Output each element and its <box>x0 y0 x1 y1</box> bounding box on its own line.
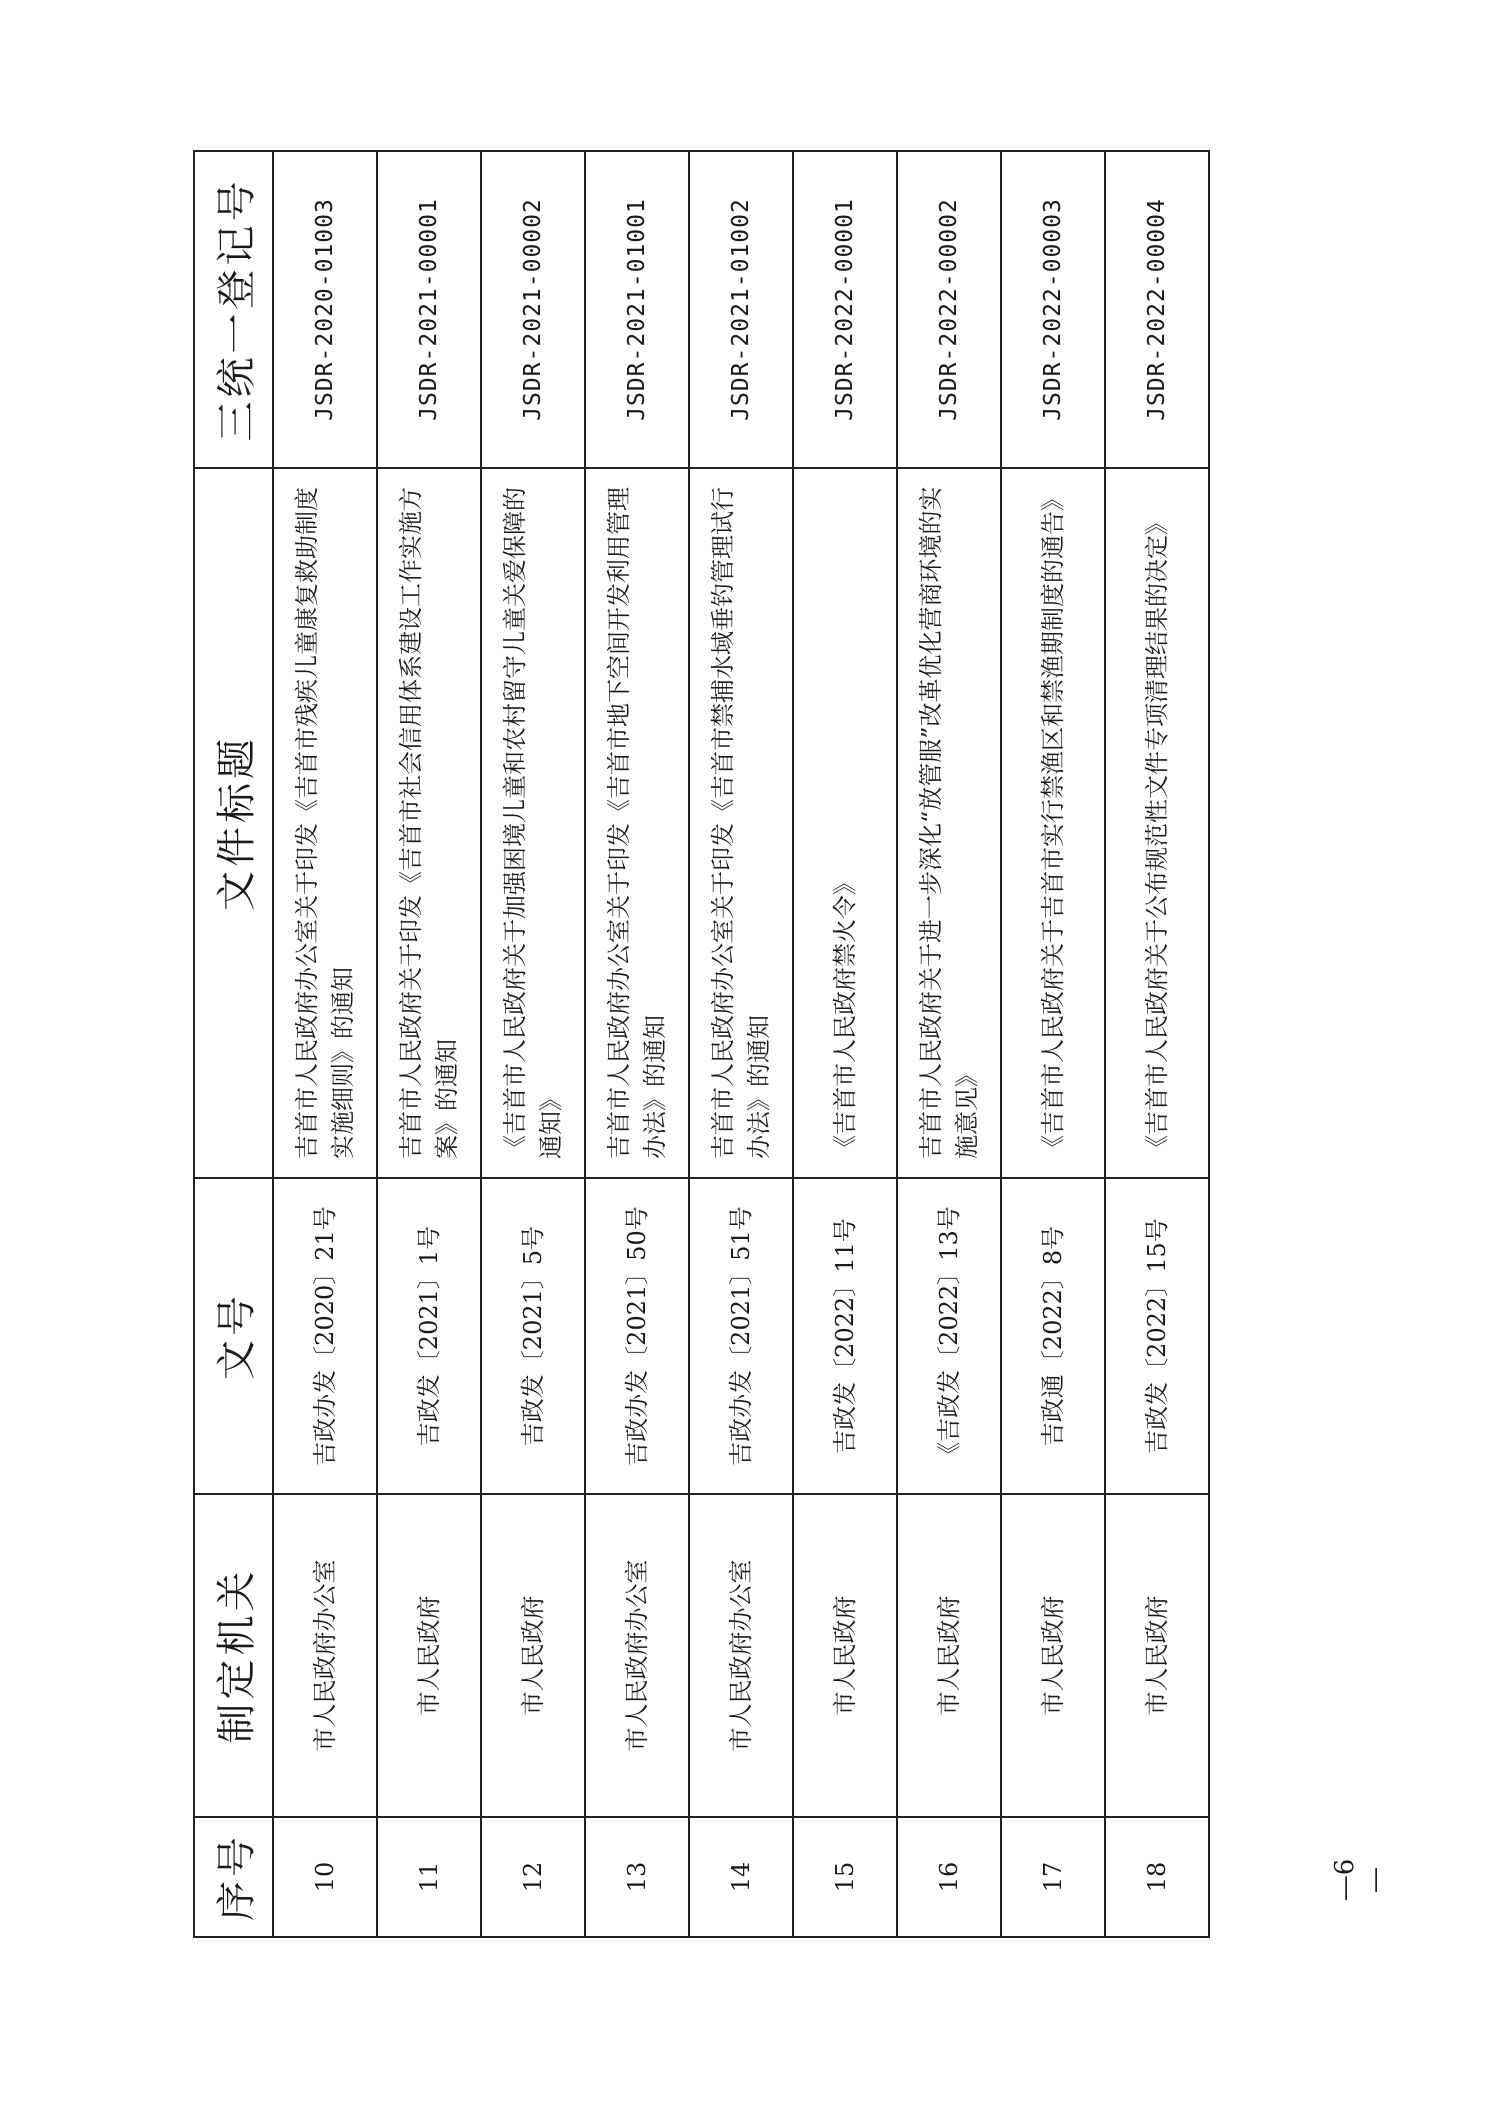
cell-title: 吉首市人民政府关于进一步深化“放管服”改革优化营商环境的实施意见》 <box>897 468 1001 1178</box>
cell-doc-no: 《吉政发〔2022〕13号 <box>897 1178 1001 1494</box>
cell-doc-no: 吉政办发〔2021〕50号 <box>585 1178 689 1494</box>
cell-agency: 市人民政府 <box>481 1494 585 1817</box>
cell-title: 吉首市人民政府关于印发《吉首市社会信用体系建设工作实施方案》的通知 <box>377 468 481 1178</box>
rotated-table-wrapper <box>193 152 1192 1938</box>
cell-title: 吉首市人民政府办公室关于印发《吉首市残疾儿童康复救助制度实施细则》的通知 <box>273 468 377 1178</box>
cell-doc-no: 吉政发〔2021〕1号 <box>377 1178 481 1494</box>
cell-index: 17 <box>1001 1817 1105 1937</box>
table-header-row <box>194 151 273 1937</box>
cell-index: 16 <box>897 1817 1001 1937</box>
cell-reg-no: JSDR-2022-00002 <box>897 151 1001 468</box>
cell-agency: 市人民政府办公室 <box>689 1494 793 1817</box>
cell-index: 13 <box>585 1817 689 1937</box>
cell-title: 《吉首市人民政府关于公布规范性文件专项清理结果的决定》 <box>1105 468 1209 1178</box>
cell-agency: 市人民政府 <box>897 1494 1001 1817</box>
table-row <box>481 151 585 1937</box>
header-doc-no: 文号 <box>194 1178 273 1494</box>
table-row <box>377 151 481 1937</box>
cell-index: 10 <box>273 1817 377 1937</box>
cell-agency: 市人民政府办公室 <box>273 1494 377 1817</box>
cell-agency: 市人民政府 <box>377 1494 481 1817</box>
cell-doc-no: 吉政办发〔2021〕51号 <box>689 1178 793 1494</box>
header-index: 序号 <box>194 1817 273 1937</box>
cell-reg-no: JSDR-2021-01001 <box>585 151 689 468</box>
cell-reg-no: JSDR-2022-00004 <box>1105 151 1209 468</box>
cell-index: 18 <box>1105 1817 1209 1937</box>
cell-doc-no: 吉政办发〔2020〕21号 <box>273 1178 377 1494</box>
cell-doc-no: 吉政通〔2022〕8号 <box>1001 1178 1105 1494</box>
cell-reg-no: JSDR-2021-00002 <box>481 151 585 468</box>
cell-agency: 市人民政府 <box>793 1494 897 1817</box>
table-row <box>585 151 689 1937</box>
page-number: —6— <box>1330 1858 1390 1902</box>
table-row <box>1001 151 1105 1937</box>
cell-doc-no: 吉政发〔2022〕15号 <box>1105 1178 1209 1494</box>
cell-agency: 市人民政府 <box>1001 1494 1105 1817</box>
cell-reg-no: JSDR-2020-01003 <box>273 151 377 468</box>
cell-title: 《吉首市人民政府关于加强困境儿童和农村留守儿童关爱保障的通知》 <box>481 468 585 1178</box>
cell-index: 14 <box>689 1817 793 1937</box>
table-row <box>897 151 1001 1937</box>
cell-reg-no: JSDR-2021-00001 <box>377 151 481 468</box>
cell-index: 15 <box>793 1817 897 1937</box>
cell-title: 《吉首市人民政府禁火令》 <box>793 468 897 1178</box>
cell-title: 吉首市人民政府办公室关于印发《吉首市禁捕水域垂钓管理试行办法》的通知 <box>689 468 793 1178</box>
cell-title: 吉首市人民政府办公室关于印发《吉首市地下空间开发利用管理办法》的通知 <box>585 468 689 1178</box>
cell-doc-no: 吉政发〔2021〕5号 <box>481 1178 585 1494</box>
header-agency: 制定机关 <box>194 1494 273 1817</box>
cell-doc-no: 吉政发〔2022〕11号 <box>793 1178 897 1494</box>
table-row <box>273 151 377 1937</box>
cell-agency: 市人民政府办公室 <box>585 1494 689 1817</box>
cell-index: 12 <box>481 1817 585 1937</box>
table-row <box>793 151 897 1937</box>
table-row <box>689 151 793 1937</box>
document-registry-table <box>193 150 1210 1938</box>
table-row <box>1105 151 1209 1937</box>
cell-reg-no: JSDR-2022-00001 <box>793 151 897 468</box>
header-reg-no: 三统一登记号 <box>194 151 273 468</box>
header-title: 文件标题 <box>194 468 273 1178</box>
cell-agency: 市人民政府 <box>1105 1494 1209 1817</box>
cell-index: 11 <box>377 1817 481 1937</box>
cell-title: 《吉首市人民政府关于吉首市实行禁渔区和禁渔期制度的通告》 <box>1001 468 1105 1178</box>
cell-reg-no: JSDR-2021-01002 <box>689 151 793 468</box>
cell-reg-no: JSDR-2022-00003 <box>1001 151 1105 468</box>
